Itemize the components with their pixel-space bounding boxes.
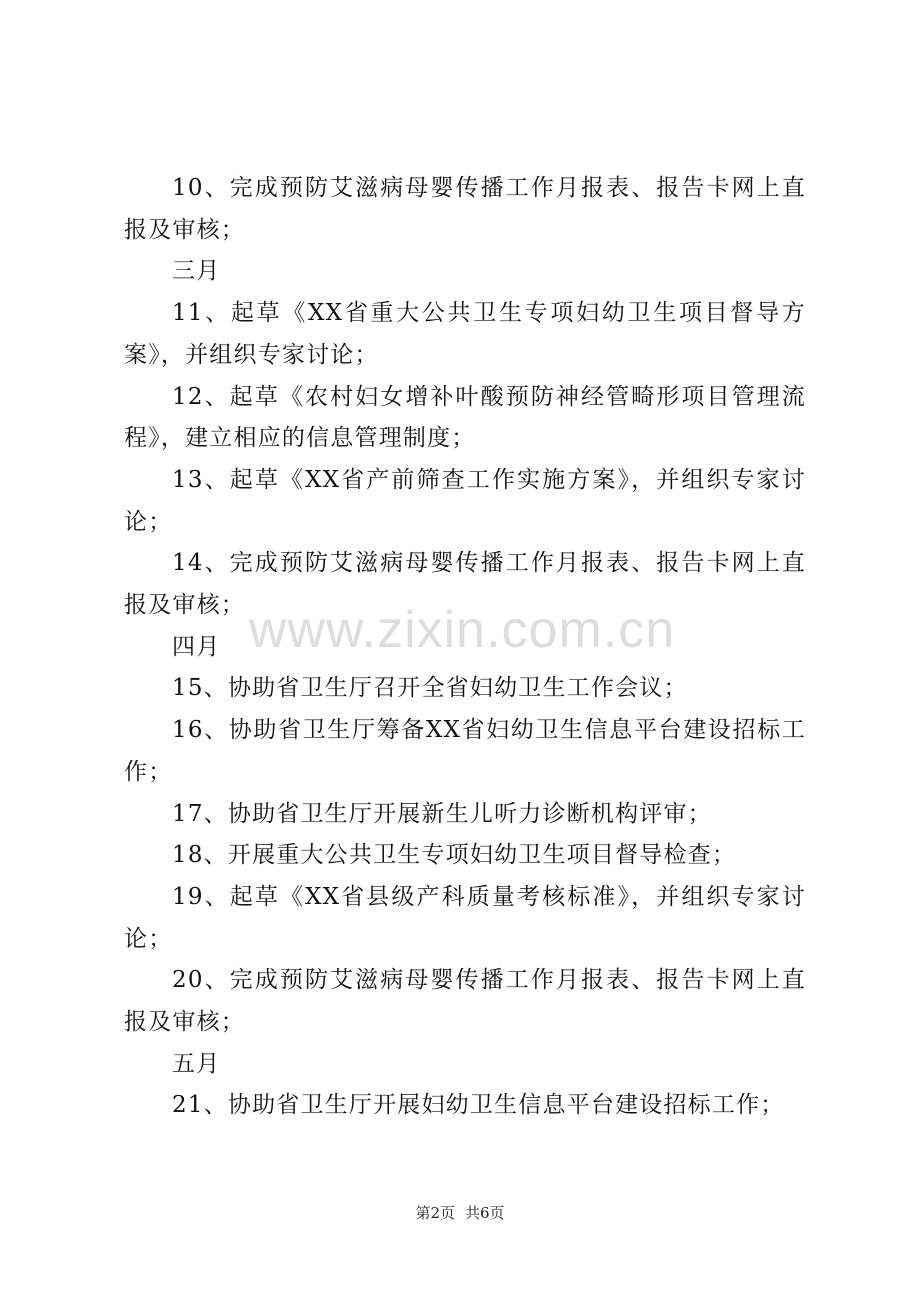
- paragraph-item-19: 19、起草《XX省县级产科质量考核标准》，并组织专家讨论；: [124, 883, 806, 952]
- page-number: 第2页: [415, 1204, 455, 1222]
- paragraph-item-13: 13、起草《XX省产前筛查工作实施方案》，并组织专家讨论；: [124, 466, 806, 535]
- paragraph-item-15: 15、协助省卫生厅召开全省妇幼卫生工作会议；: [172, 675, 688, 702]
- page-footer: [0, 1202, 920, 1223]
- watermark: www.zixin.com.cn: [248, 601, 676, 659]
- month-heading-april: 四月: [172, 633, 221, 660]
- paragraph-item-17: 17、协助省卫生厅开展新生儿听力诊断机构评审；: [172, 800, 712, 827]
- month-heading-may: 五月: [172, 1050, 221, 1077]
- month-heading-march: 三月: [172, 258, 221, 285]
- paragraph-item-10: 10、完成预防艾滋病母婴传播工作月报表、报告卡网上直报及审核；: [124, 175, 806, 243]
- paragraph-item-16: 16、协助省卫生厅筹备XX省妇幼卫生信息平台建设招标工作；: [124, 717, 806, 785]
- document-body: [124, 168, 806, 1127]
- paragraph-item-20: 20、完成预防艾滋病母婴传播工作月报表、报告卡网上直报及审核；: [124, 967, 806, 1036]
- paragraph-item-21: 21、协助省卫生厅开展妇幼卫生信息平台建设招标工作；: [172, 1092, 785, 1119]
- paragraph-item-12: 12、起草《农村妇女增补叶酸预防神经管畸形项目管理流程》，建立相应的信息管理制度；: [124, 383, 806, 452]
- paragraph-item-14: 14、完成预防艾滋病母婴传播工作月报表、报告卡网上直报及审核；: [124, 550, 806, 619]
- paragraph-item-18: 18、开展重大公共卫生专项妇幼卫生项目督导检查；: [172, 842, 737, 869]
- paragraph-item-11: 11、起草《XX省重大公共卫生专项妇幼卫生项目督导方案》，并组织专家讨论；: [124, 300, 806, 368]
- page-total: 共6页: [465, 1204, 505, 1222]
